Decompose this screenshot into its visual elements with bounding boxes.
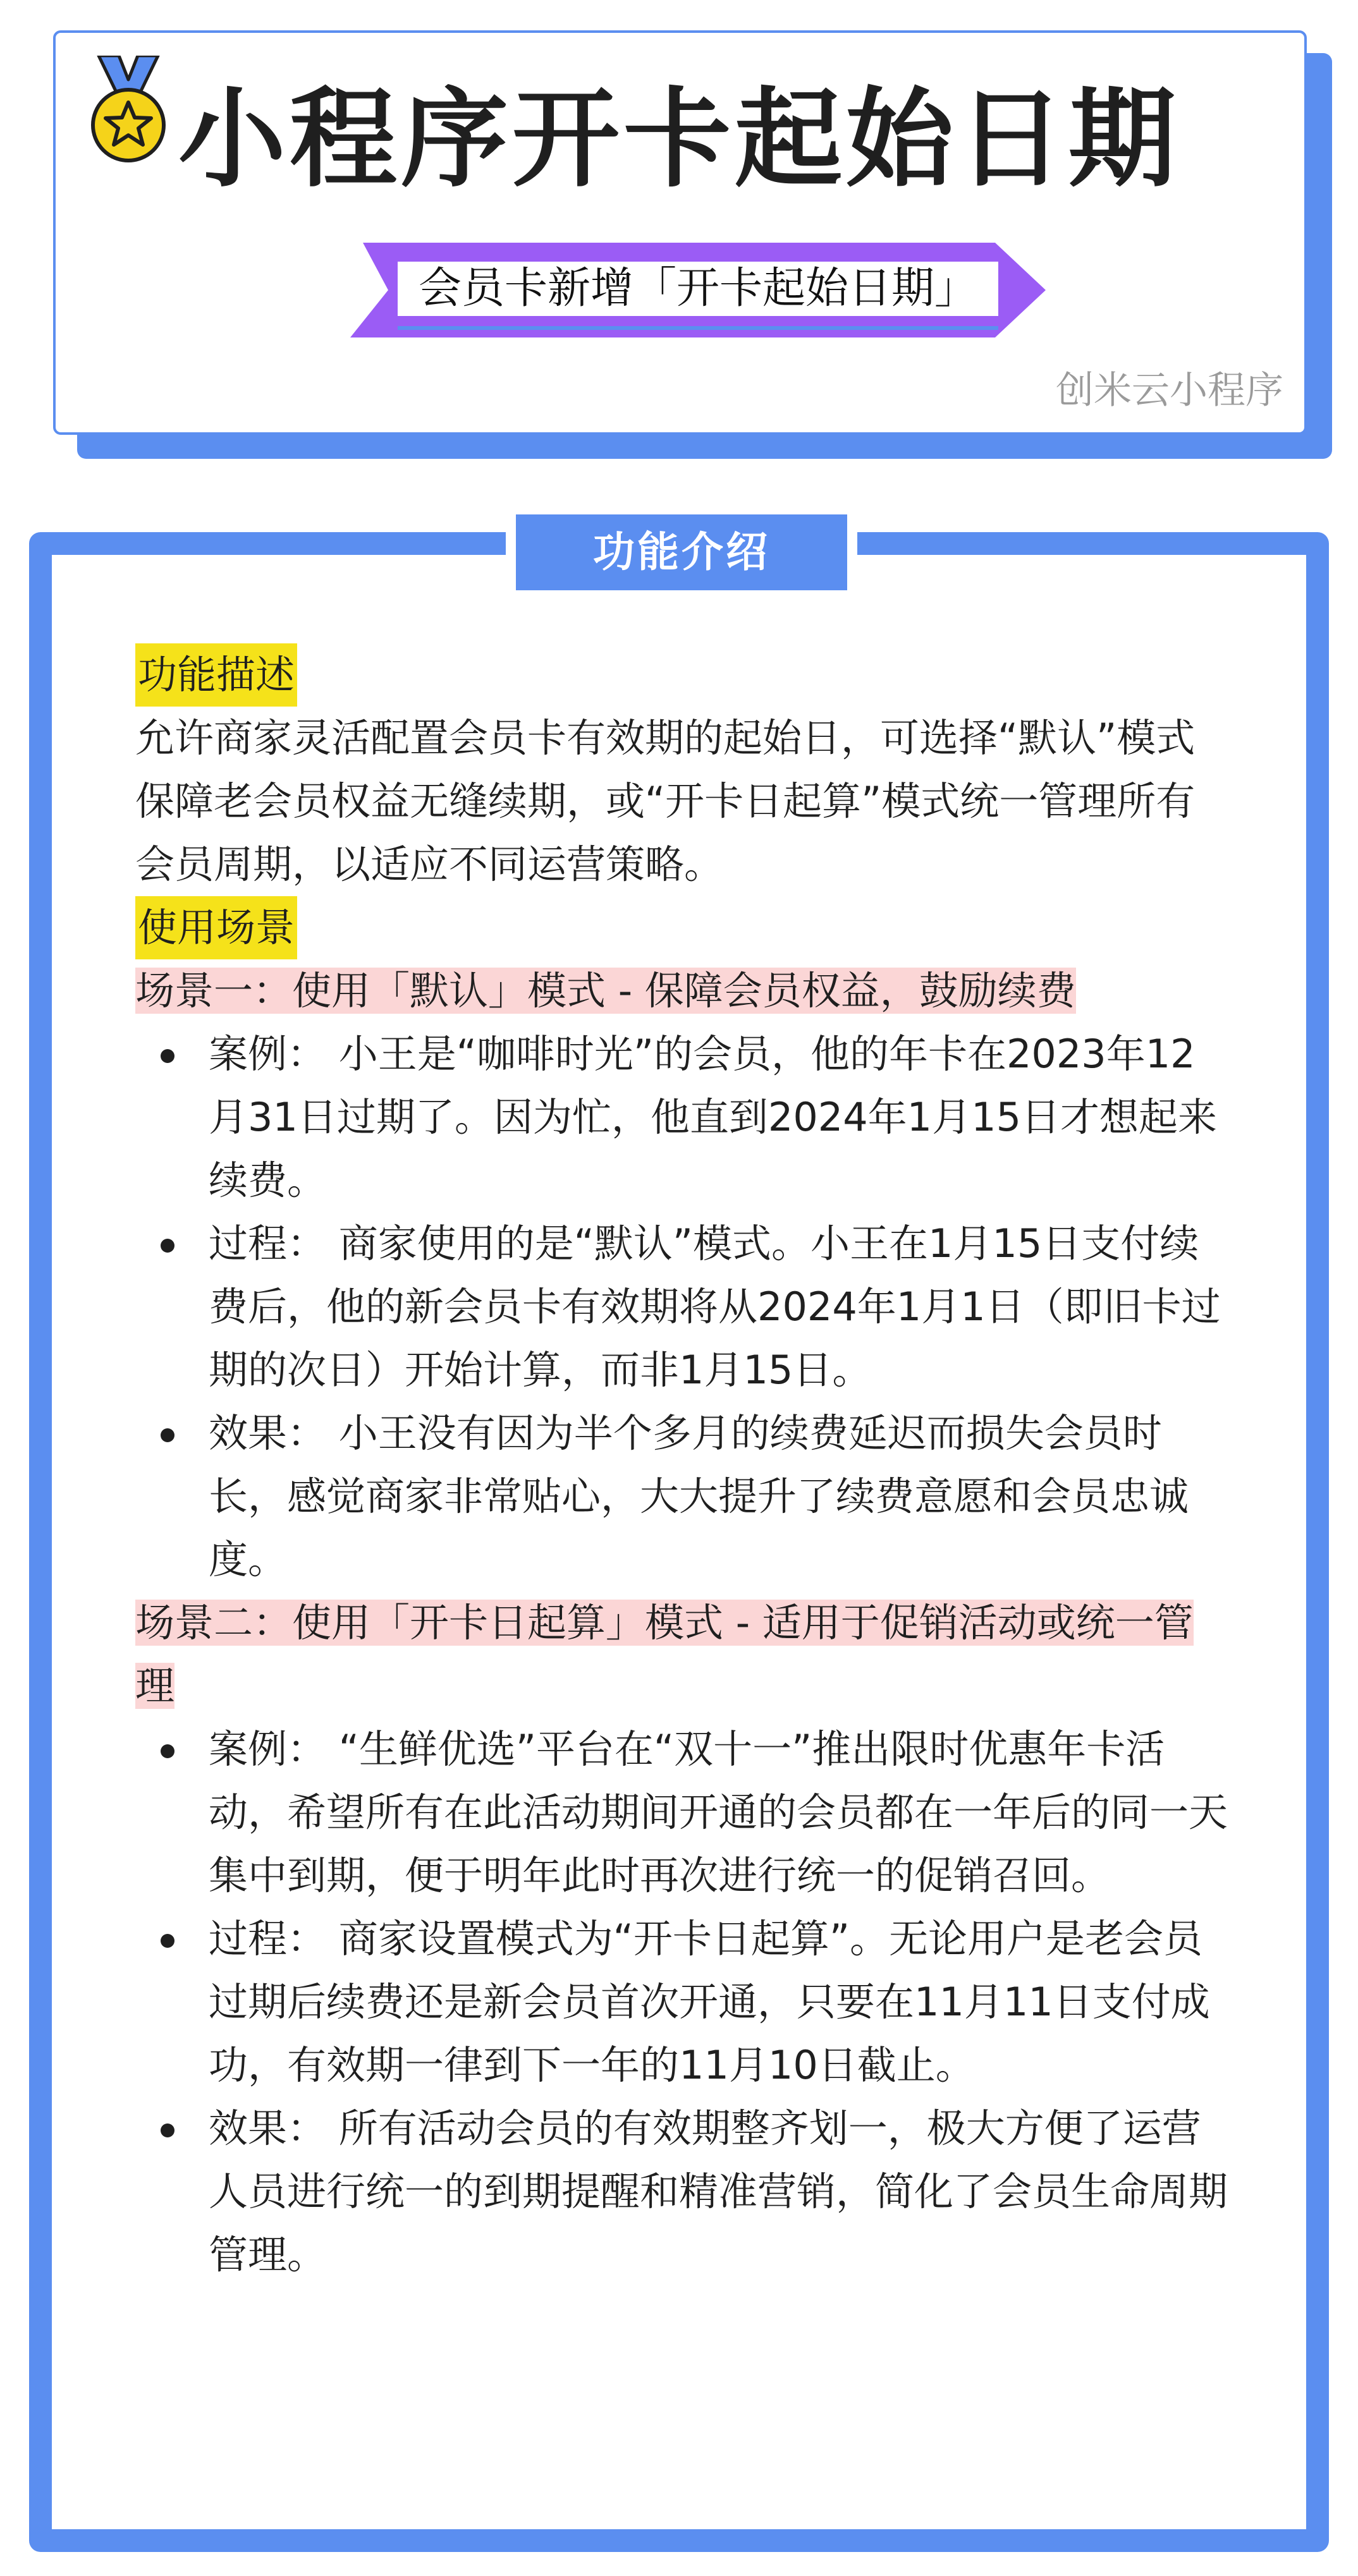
list-item-text: 案例： “生鲜优选”平台在“双十一”推出限时优惠年卡活动，希望所有在此活动期间开通的会员都在一年后的同一天集中到期，便于明年此时再次进行统一的促销召回。	[209, 1726, 1228, 1899]
list-item	[135, 1907, 1229, 2097]
desc-text: 允许商家灵活配置会员卡有效期的起始日，可选择“默认”模式保障老会员权益无缝续期，或“开卡日起算”模式统一管理所有会员周期，以适应不同运营策略。	[135, 715, 1196, 887]
scene-1-list	[135, 1023, 1229, 1591]
usage-heading: 使用场景	[135, 896, 297, 959]
list-item-text: 过程： 商家设置模式为“开卡日起算”。无论用户是老会员过期后续费还是新会员首次开通，只要在11月11日支付成功，有效期一律到下一年的11月10日截止。	[209, 1916, 1210, 2088]
list-item	[135, 2097, 1229, 2287]
bullet-icon	[161, 1239, 174, 1253]
scene-2-title	[135, 1591, 1229, 1718]
bullet-icon	[161, 1744, 174, 1758]
list-item	[135, 1402, 1229, 1591]
bullet-icon	[161, 2123, 174, 2137]
list-item	[135, 1718, 1229, 1907]
section-tab-label: 功能介绍	[593, 528, 770, 576]
scene-1-title-text: 场景一：使用「默认」模式 - 保障会员权益，鼓励续费	[135, 968, 1076, 1014]
bullet-icon	[161, 1049, 174, 1063]
section-tab	[506, 504, 857, 600]
bullet-icon	[161, 1428, 174, 1442]
scene-2-list	[135, 1718, 1229, 2287]
desc-heading: 功能描述	[135, 643, 297, 707]
page-title: 小程序开卡起始日期	[178, 77, 1180, 202]
subtitle-ribbon	[350, 243, 1046, 337]
content-body	[135, 643, 1229, 2287]
list-item-text: 过程： 商家使用的是“默认”模式。小王在1月15日支付续费后，他的新会员卡有效期将从2024年1月1日（即旧卡过期的次日）开始计算，而非1月15日。	[209, 1220, 1221, 1393]
brand-label: 创米云小程序	[1056, 368, 1283, 413]
scene-1-title	[135, 959, 1229, 1023]
list-item-text: 效果： 所有活动会员的有效期整齐划一，极大方便了运营人员进行统一的到期提醒和精准营销，简化了会员生命周期管理。	[209, 2105, 1228, 2278]
bullet-icon	[161, 1934, 174, 1948]
list-item-text: 效果： 小王没有因为半个多月的续费延迟而损失会员时长，感觉商家非常贴心，大大提升了续费意愿和会员忠诚度。	[209, 1410, 1189, 1583]
subtitle: 会员卡新增「开卡起始日期」	[418, 264, 977, 313]
scene-2-title-text: 场景二：使用「开卡日起算」模式 - 适用于促销活动或统一管理	[135, 1600, 1194, 1709]
list-item	[135, 1212, 1229, 1402]
list-item	[135, 1023, 1229, 1212]
list-item-text: 案例： 小王是“咖啡时光”的会员，他的年卡在2023年12月31日过期了。因为忙，他直到2024年1月15日才想起来续费。	[209, 1031, 1218, 1203]
